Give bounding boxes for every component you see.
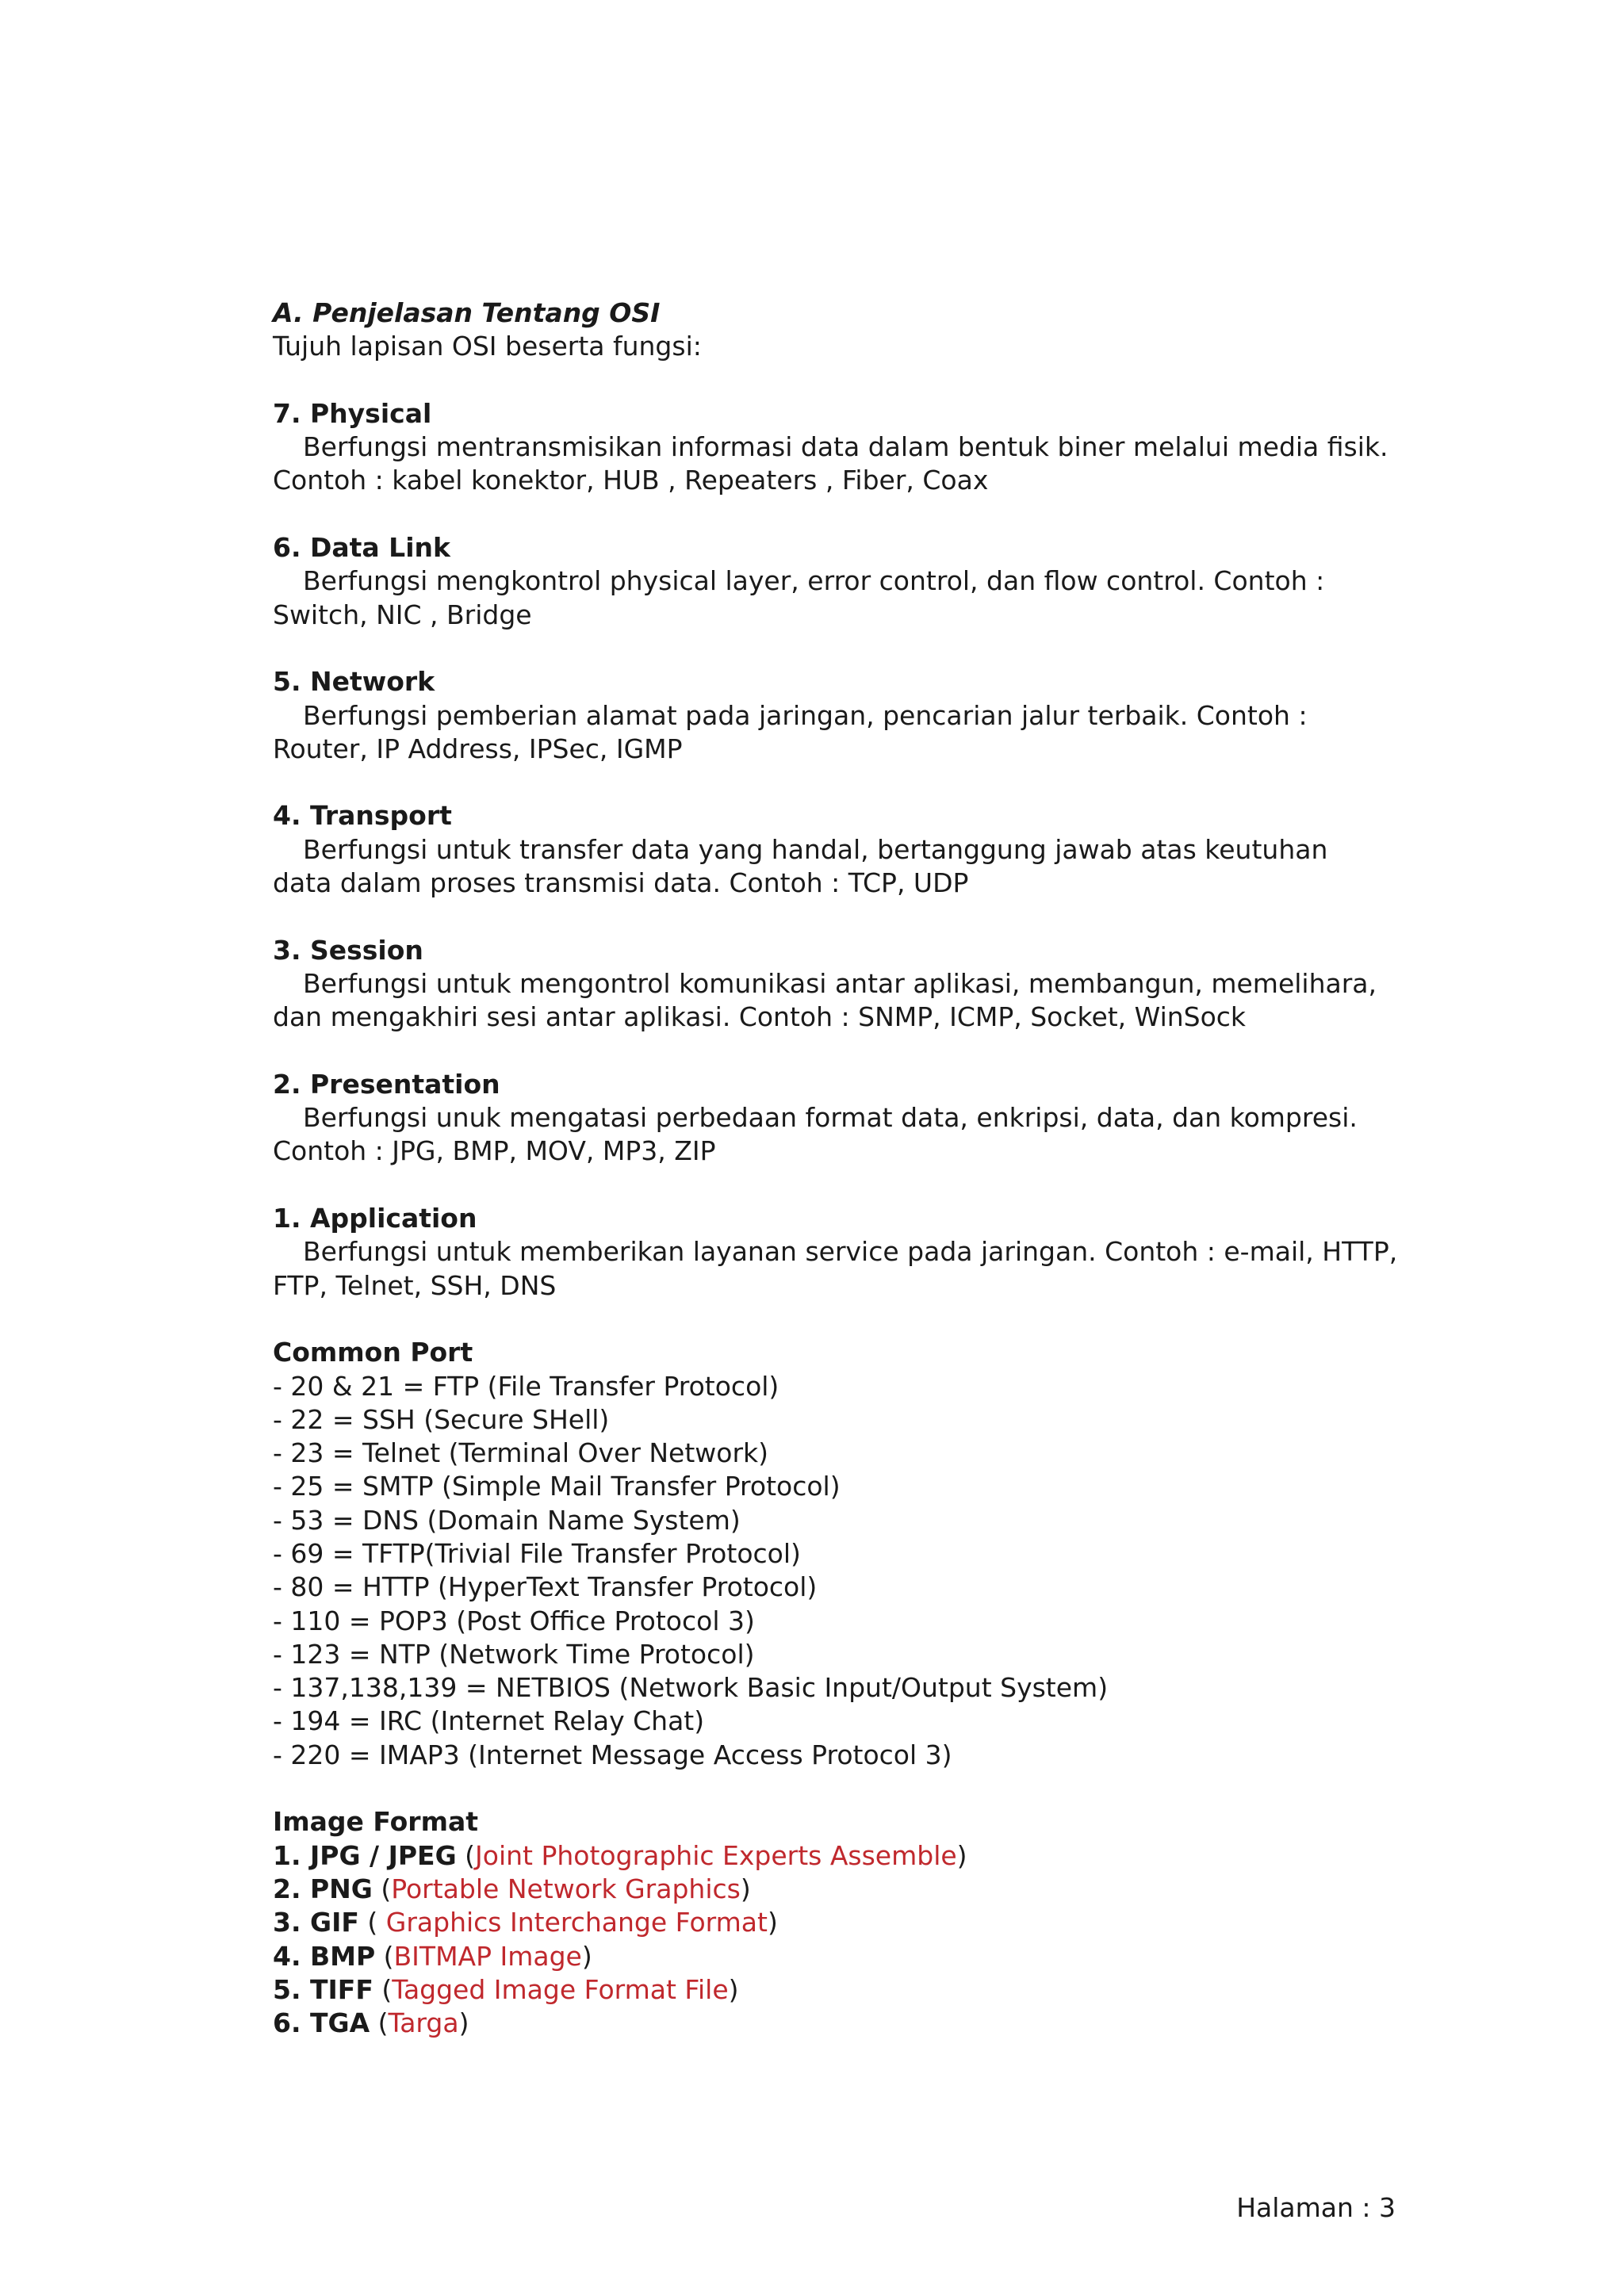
layer-example: Contoh : kabel konektor, HUB , Repeaters , Fiber, Coax xyxy=(273,465,989,496)
format-description: Portable Network Graphics xyxy=(391,1873,741,1904)
format-description: Joint Photographic Experts Assemble xyxy=(475,1839,957,1871)
layer-session xyxy=(273,934,1399,1035)
format-open-paren: ( xyxy=(372,1873,392,1904)
image-format-heading: Image Format xyxy=(273,1806,479,1838)
port-item: - 110 = POP3 (Post Office Protocol 3) xyxy=(273,1605,755,1636)
common-port-section xyxy=(273,1336,1399,1772)
layer-physical xyxy=(273,397,1399,498)
layer-example: data dalam proses transmisi data. Contoh : TCP, UDP xyxy=(273,867,969,899)
format-close-paren: ) xyxy=(740,1873,751,1904)
port-item: - 194 = IRC (Internet Relay Chat) xyxy=(273,1705,705,1737)
port-item: - 80 = HTTP (HyperText Transfer Protocol) xyxy=(273,1571,818,1603)
format-description: Tagged Image Format File xyxy=(392,1973,729,2005)
layer-transport xyxy=(273,799,1399,900)
port-item: - 25 = SMTP (Simple Mail Transfer Protocol) xyxy=(273,1471,841,1502)
format-label: 4. BMP xyxy=(273,1940,376,1972)
page-number: Halaman : 3 xyxy=(1236,2192,1396,2223)
format-open-paren: ( xyxy=(370,2007,389,2039)
spacer xyxy=(273,498,1399,531)
port-item: - 123 = NTP (Network Time Protocol) xyxy=(273,1638,755,1670)
layer-description: Berfungsi mengkontrol physical layer, error control, dan flow control. Contoh : xyxy=(303,565,1325,597)
layer-heading: 6. Data Link xyxy=(273,532,450,564)
port-item: - 23 = Telnet (Terminal Over Network) xyxy=(273,1437,769,1469)
format-close-paren: ) xyxy=(767,1907,778,1938)
layer-application xyxy=(273,1202,1399,1303)
port-item: - 220 = IMAP3 (Internet Message Access Protocol 3) xyxy=(273,1739,952,1770)
spacer xyxy=(273,1169,1399,1202)
format-description: Graphics Interchange Format xyxy=(385,1907,768,1938)
spacer xyxy=(273,1303,1399,1336)
format-item xyxy=(273,1906,1399,1939)
layer-example: Switch, NIC , Bridge xyxy=(273,599,532,630)
section-intro: Tujuh lapisan OSI beserta fungsi: xyxy=(273,331,702,362)
spacer xyxy=(273,1035,1399,1068)
format-item xyxy=(273,1940,1399,1973)
format-open-paren: ( xyxy=(375,1940,394,1972)
page-content xyxy=(273,297,1399,2040)
layer-description: Berfungsi pemberian alamat pada jaringan, pencarian jalur terbaik. Contoh : xyxy=(303,699,1308,731)
layer-description: Berfungsi untuk transfer data yang handal, bertanggung jawab atas keutuhan xyxy=(303,833,1328,865)
layer-example: FTP, Telnet, SSH, DNS xyxy=(273,1269,557,1301)
format-label: 1. JPG / JPEG xyxy=(273,1839,457,1871)
format-item xyxy=(273,1873,1399,1906)
layer-description: Berfungsi untuk mengontrol komunikasi antar aplikasi, membangun, memelihara, xyxy=(303,967,1377,999)
format-close-paren: ) xyxy=(458,2007,469,2039)
format-item xyxy=(273,1839,1399,1873)
port-item: - 137,138,139 = NETBIOS (Network Basic Input/Output System) xyxy=(273,1672,1109,1704)
format-open-paren: ( xyxy=(456,1839,476,1871)
spacer xyxy=(273,1772,1399,1805)
format-item xyxy=(273,1973,1399,2007)
layer-heading: 4. Transport xyxy=(273,800,452,832)
spacer xyxy=(273,900,1399,933)
layer-heading: 2. Presentation xyxy=(273,1068,500,1100)
layer-description: Berfungsi unuk mengatasi perbedaan format data, enkripsi, data, dan kompresi. xyxy=(303,1102,1358,1134)
spacer xyxy=(273,364,1399,397)
format-open-paren: ( xyxy=(358,1907,386,1938)
port-item: - 53 = DNS (Domain Name System) xyxy=(273,1504,741,1536)
format-description: Targa xyxy=(388,2007,459,2039)
format-label: 2. PNG xyxy=(273,1873,373,1904)
layer-network xyxy=(273,665,1399,766)
spacer xyxy=(273,632,1399,665)
common-port-heading: Common Port xyxy=(273,1337,473,1368)
layer-example: Contoh : JPG, BMP, MOV, MP3, ZIP xyxy=(273,1135,716,1167)
port-item: - 20 & 21 = FTP (File Transfer Protocol) xyxy=(273,1370,779,1402)
format-item xyxy=(273,2007,1399,2040)
format-description: BITMAP Image xyxy=(393,1940,582,1972)
format-label: 3. GIF xyxy=(273,1907,359,1938)
layer-heading: 1. Application xyxy=(273,1203,477,1234)
layer-example: dan mengakhiri sesi antar aplikasi. Contoh : SNMP, ICMP, Socket, WinSock xyxy=(273,1001,1247,1033)
layer-heading: 3. Session xyxy=(273,934,423,966)
port-item: - 69 = TFTP(Trivial File Transfer Protocol) xyxy=(273,1537,801,1569)
format-close-paren: ) xyxy=(728,1973,739,2005)
format-label: 6. TGA xyxy=(273,2007,370,2039)
layer-description: Berfungsi untuk memberikan layanan service pada jaringan. Contoh : e-mail, HTTP, xyxy=(303,1236,1398,1268)
spacer xyxy=(273,766,1399,799)
format-close-paren: ) xyxy=(956,1839,967,1871)
layer-heading: 7. Physical xyxy=(273,397,432,429)
port-item: - 22 = SSH (Secure SHell) xyxy=(273,1403,610,1435)
layer-heading: 5. Network xyxy=(273,666,435,698)
layer-example: Router, IP Address, IPSec, IGMP xyxy=(273,733,683,764)
section-title: A. Penjelasan Tentang OSI xyxy=(273,297,661,328)
format-close-paren: ) xyxy=(581,1940,592,1972)
image-format-section xyxy=(273,1805,1399,2040)
layer-description: Berfungsi mentransmisikan informasi data dalam bentuk biner melalui media fisik. xyxy=(303,431,1388,463)
format-label: 5. TIFF xyxy=(273,1973,373,2005)
layer-presentation xyxy=(273,1068,1399,1169)
format-open-paren: ( xyxy=(373,1973,393,2005)
layer-data-link xyxy=(273,531,1399,632)
